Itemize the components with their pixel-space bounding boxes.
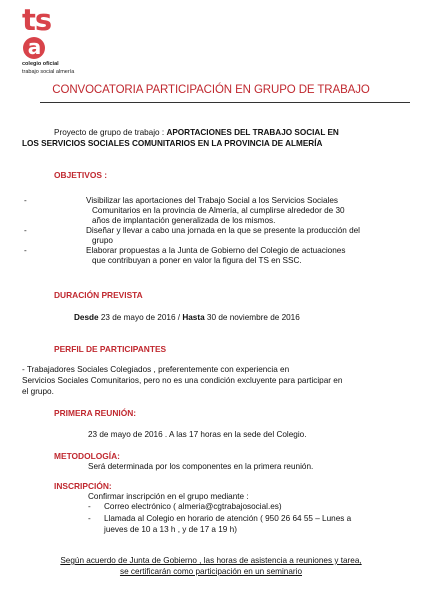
page-title: CONVOCATORIA PARTICIPACIÓN EN GRUPO DE TRABAJO — [52, 84, 370, 96]
reunion-heading: PRIMERA REUNIÓN: — [54, 408, 137, 418]
metodologia-heading: METODOLOGÍA: — [54, 451, 120, 461]
bullet-dash: - — [88, 514, 91, 523]
objetivo-3-line-2: que contribuyan a poner en valor la figura del TS en SSC. — [92, 256, 302, 265]
objetivos-heading: OBJETIVOS : — [54, 170, 108, 180]
objetivo-1-line-3: años de implantación generalizada de los mismos. — [92, 216, 276, 225]
reunion-text: 23 de mayo de 2016 . A las 17 horas en la sede del Colegio. — [88, 430, 307, 439]
bullet-dash: - — [88, 502, 91, 511]
objetivo-3-line-1: Elaborar propuestas a la Junta de Gobierno del Colegio de actuaciones — [86, 246, 346, 255]
logo-name: colegio oficial — [22, 61, 59, 67]
duracion-dates: Desde 23 de mayo de 2016 / Hasta 30 de noviembre de 2016 — [74, 313, 300, 322]
project-line-2: LOS SERVICIOS SOCIALES COMUNITARIOS EN LA PROVINCIA DE ALMERÍA — [22, 139, 323, 148]
logo-tagline: trabajo social almería — [22, 69, 75, 75]
objetivo-2-line-1: Diseñar y llevar a cabo una jornada en la que se presente la producción del — [86, 226, 361, 235]
inscripcion-heading: INSCRIPCIÓN: — [54, 481, 112, 491]
inscripcion-phone-line-2: jueves de 10 a 13 h , y de 17 a 19 h) — [104, 525, 237, 534]
duracion-heading: DURACIÓN PREVISTA — [54, 290, 143, 300]
perfil-heading: PERFIL DE PARTICIPANTES — [54, 344, 167, 354]
perfil-line-3: el grupo. — [22, 387, 54, 396]
bullet-dash: - — [24, 196, 27, 205]
metodologia-text: Será determinada por los componentes en la primera reunión. — [88, 462, 314, 471]
logo-mark: tsa — [22, 3, 52, 59]
logo — [22, 3, 75, 75]
footer-line-1: Según acuerdo de Junta de Gobierno , las horas de asistencia a reuniones y tarea, — [60, 556, 362, 565]
objetivo-2-line-2: grupo — [92, 236, 113, 245]
bullet-dash: - — [24, 226, 27, 235]
bullet-dash: - — [24, 246, 27, 255]
project-line-1: Proyecto de grupo de trabajo : APORTACIONES DEL TRABAJO SOCIAL EN — [54, 128, 339, 137]
objetivo-1-line-2: Comunitarios en la provincia de Almería, al cumplirse alrededor de 30 — [92, 206, 345, 215]
objetivo-1-line-1: Visibilizar las aportaciones del Trabajo Social a los Servicios Sociales — [86, 196, 338, 205]
perfil-line-1: - Trabajadores Sociales Colegiados , preferentemente con experiencia en — [22, 365, 290, 374]
footer-line-2: se certificarán como participación en un seminario — [119, 567, 303, 576]
title-underline — [40, 102, 410, 103]
inscripcion-email[interactable]: Correo electrónico ( almeria@cgtrabajosocial.es) — [104, 502, 282, 511]
perfil-line-2: Servicios Sociales Comunitarios, pero no es una condición excluyente para participar en — [22, 376, 343, 385]
inscripcion-phone-line-1: Llamada al Colegio en horario de atención ( 950 26 64 55 – Lunes a — [104, 514, 352, 523]
inscripcion-intro: Confirmar inscripción en el grupo mediante : — [88, 492, 249, 501]
